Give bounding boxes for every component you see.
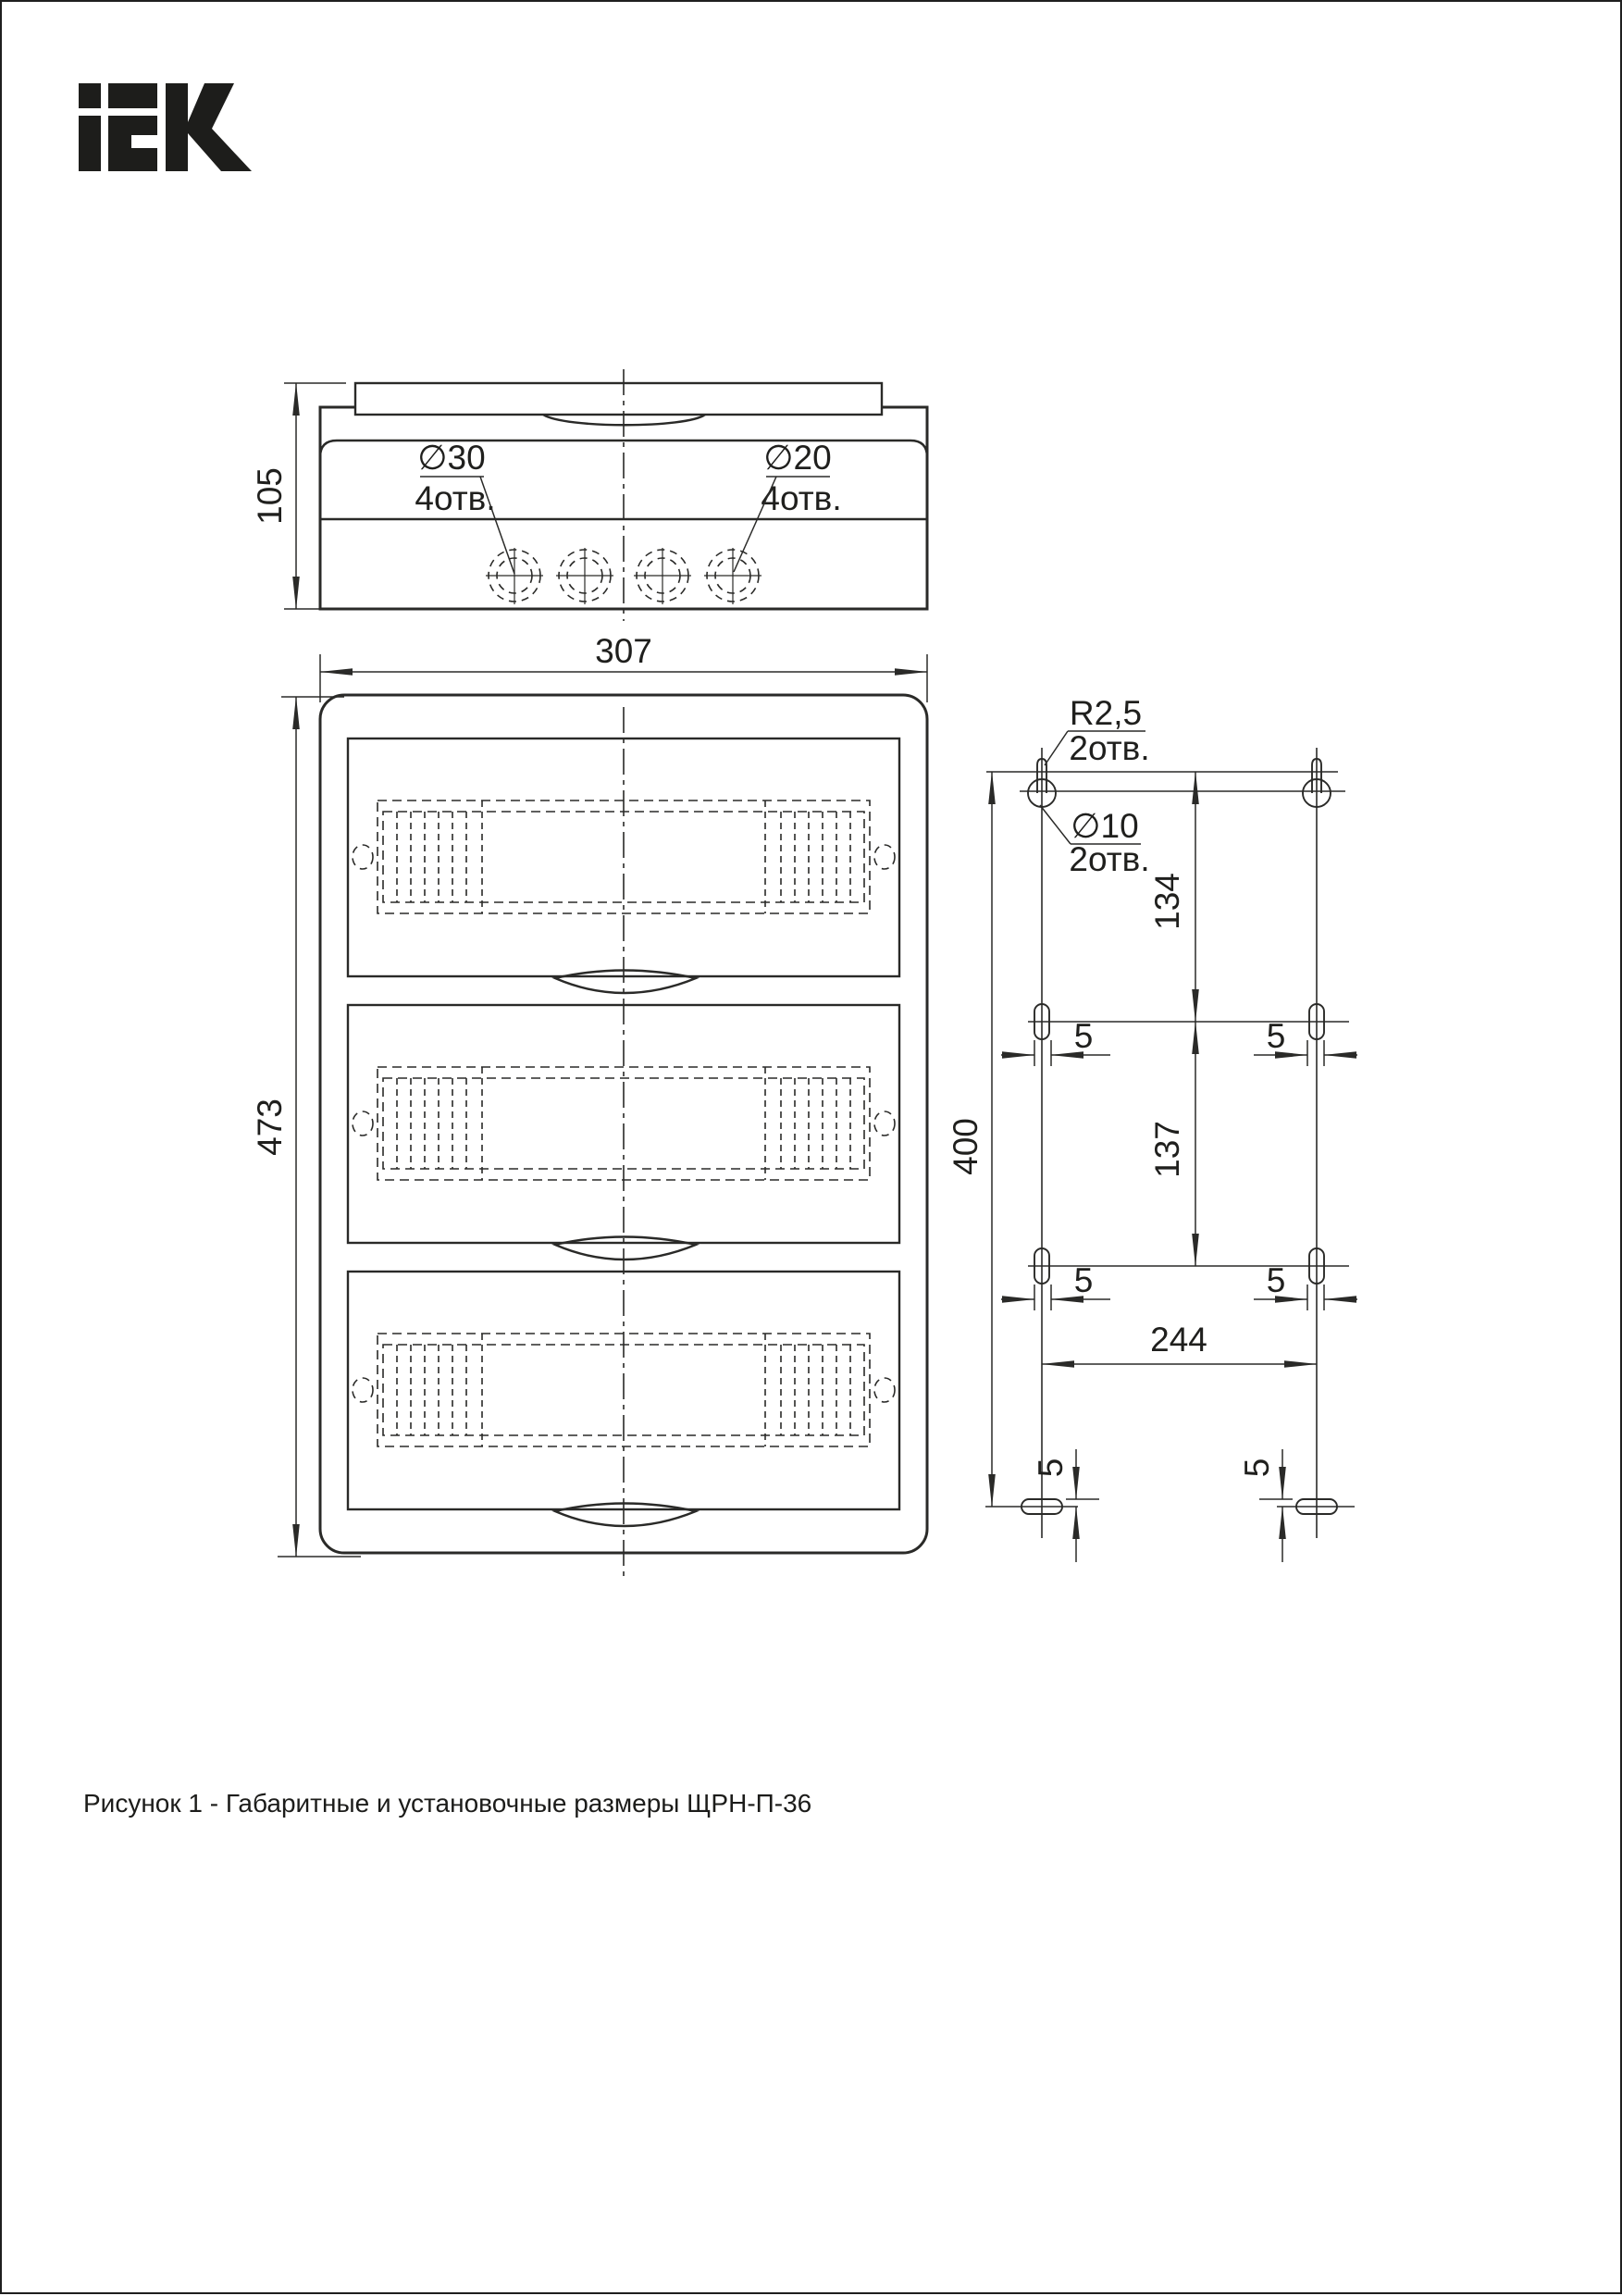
knockout-small-qty-label: 4отв. [761, 479, 842, 517]
offset-label: 5 [1032, 1458, 1070, 1478]
dim-5-row2-right [1254, 1017, 1357, 1066]
dim-105 [251, 383, 346, 609]
knockout-hole-1 [486, 548, 543, 604]
leader-line [480, 477, 514, 574]
dim-244 [1042, 1321, 1317, 1364]
knockout-small-dia-label: ∅20 [763, 439, 832, 477]
dim-5-row2-left [1001, 1017, 1110, 1066]
hole-dia-label: ∅10 [1071, 807, 1139, 845]
knockout-hole-2 [556, 548, 613, 604]
label-knockout-20 [734, 439, 842, 572]
logo-i-dot [79, 83, 101, 108]
figure-caption: Рисунок 1 - Габаритные и установочные размеры ЩРН-П-36 [83, 1789, 812, 1818]
top-view [251, 369, 927, 621]
mount-width-label: 244 [1150, 1321, 1207, 1359]
label-slot-radius [1045, 694, 1150, 767]
logo-e-top [108, 83, 157, 108]
hole-dia-qty-label: 2отв. [1069, 840, 1150, 878]
mount-total-label: 400 [947, 1118, 984, 1175]
logo-i-stem [79, 116, 101, 171]
leader-line [1040, 805, 1071, 844]
offset-label: 5 [1073, 1017, 1094, 1055]
offset-label: 5 [1266, 1261, 1286, 1299]
mounting-view [947, 694, 1357, 1562]
dim-137 [1148, 1022, 1195, 1266]
logo-k [166, 83, 252, 171]
front-view-height-label: 473 [251, 1098, 289, 1156]
knockout-large-qty-label: 4отв. [415, 479, 496, 517]
dim-134 [1148, 772, 1195, 1022]
technical-drawing [2, 2, 1622, 2296]
dim-5-row3-right [1254, 1261, 1357, 1310]
front-view [251, 632, 927, 1580]
door-screw-hole-right [874, 845, 895, 869]
slot-radius-qty-label: 2отв. [1069, 729, 1150, 767]
knockout-large-dia-label: ∅30 [417, 439, 486, 477]
mount-span-mid-label: 137 [1148, 1121, 1186, 1178]
leader-line [1045, 731, 1068, 765]
label-hole-dia [1040, 805, 1150, 878]
mount-span-top-label: 134 [1148, 873, 1186, 930]
iek-logo [79, 83, 252, 171]
dim-5-row3-left [1001, 1261, 1110, 1310]
dim-400 [947, 772, 992, 1507]
leader-line [734, 477, 776, 572]
knockout-hole-3 [634, 548, 691, 604]
top-view-height-label: 105 [251, 467, 289, 525]
door-handle [555, 971, 696, 994]
dim-307 [320, 632, 927, 702]
offset-label: 5 [1073, 1261, 1094, 1299]
dim-473 [251, 697, 361, 1557]
knockout-hole-4 [704, 548, 761, 604]
dim-5-bottom-right [1238, 1449, 1293, 1562]
logo-e-body [108, 116, 157, 171]
door-screw-hole-left [353, 845, 373, 869]
offset-label: 5 [1238, 1458, 1276, 1478]
front-view-width-label: 307 [595, 632, 652, 670]
label-knockout-30 [415, 439, 514, 574]
offset-label: 5 [1266, 1017, 1286, 1055]
slot-radius-label: R2,5 [1069, 694, 1143, 732]
top-view-lid [355, 383, 882, 415]
